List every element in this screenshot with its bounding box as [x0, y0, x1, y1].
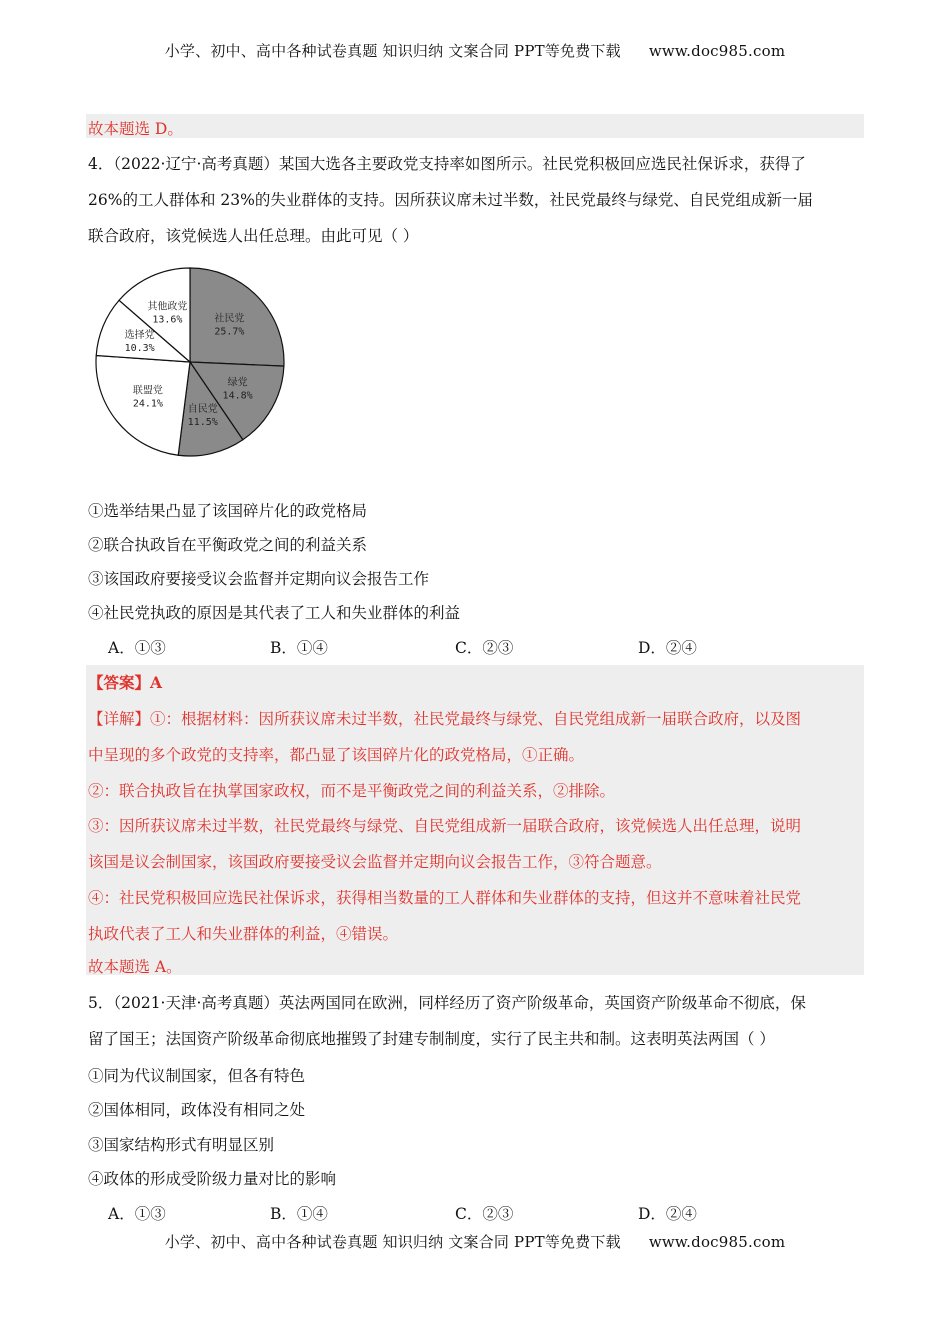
q4-answer: 【答案】A [88, 673, 163, 692]
pie-label-5: 其他政党 [147, 301, 188, 313]
prev-conclusion: 故本题选 D。 [88, 120, 183, 138]
footer-site: www.doc985.com [648, 1233, 786, 1251]
page-footer [0, 1231, 950, 1252]
q4-statement-1: ①选举结果凸显了该国碎片化的政党格局 [88, 502, 368, 520]
q4-explanation-3: ②：联合执政旨在执掌国家政权，而不是平衡政党之间的利益关系，②排除。 [88, 782, 616, 800]
pie-label-1: 绿党 [227, 377, 248, 389]
pie-label-2: 自民党 [187, 404, 218, 416]
q4-stem-line-1: 4．（2022·辽宁·高考真题）某国大选各主要政党支持率如图所示。社民党积极回应选民社保诉求，获得了 [88, 155, 806, 173]
footer-text: 小学、初中、高中各种试卷真题 知识归纳 文案合同 PPT等免费下载 [164, 1233, 621, 1251]
q4-option-b: B．①④ [270, 639, 328, 657]
q4-statement-2: ②联合执政旨在平衡政党之间的利益关系 [88, 536, 368, 554]
q4-option-a: A．①③ [108, 639, 166, 657]
q4-statement-4: ④社民党执政的原因是其代表了工人和失业群体的利益 [88, 604, 461, 622]
q4-statement-3: ③该国政府要接受议会监督并定期向议会报告工作 [88, 570, 430, 588]
q4-explanation-6: ④：社民党积极回应选民社保诉求，获得相当数量的工人群体和失业群体的支持，但这并不意味着社民党 [88, 889, 802, 907]
pie-value-3: 24.1% [132, 398, 163, 410]
pie-value-0: 25.7% [214, 326, 245, 338]
pie-value-4: 10.3% [124, 343, 155, 355]
q5-stem-line-2: 留了国王；法国资产阶级革命彻底地摧毁了封建专制制度，实行了民主共和制。这表明英法两国（ ） [88, 1030, 775, 1048]
q4-explanation-5: 该国是议会制国家，该国政府要接受议会监督并定期向议会报告工作，③符合题意。 [88, 853, 662, 871]
q4-explanation-7: 执政代表了工人和失业群体的利益，④错误。 [88, 925, 399, 943]
q4-stem-line-3: 联合政府，该党候选人出任总理。由此可见（ ） [88, 227, 419, 245]
pie-value-2: 11.5% [187, 417, 218, 429]
q5-statement-3: ③国家结构形式有明显区别 [88, 1136, 275, 1154]
q5-option-b: B．①④ [270, 1205, 328, 1223]
header-site: www.doc985.com [648, 42, 786, 60]
q4-option-d: D．②④ [638, 639, 697, 657]
pie-label-4: 选择党 [124, 330, 155, 342]
page-header [0, 40, 950, 61]
q5-option-c: C．②③ [455, 1205, 514, 1223]
pie-value-5: 13.6% [152, 314, 183, 326]
q4-option-c: C．②③ [455, 639, 514, 657]
q5-stem-line-1: 5．（2021·天津·高考真题）英法两国同在欧洲，同样经历了资产阶级革命，英国资产阶级革命不彻底，保 [88, 994, 806, 1012]
q5-statement-2: ②国体相同，政体没有相同之处 [88, 1101, 306, 1119]
prev-conclusion-shade [86, 114, 864, 138]
q5-option-a: A．①③ [108, 1205, 166, 1223]
q5-statement-1: ①同为代议制国家，但各有特色 [88, 1067, 306, 1085]
q5-statement-4: ④政体的形成受阶级力量对比的影响 [88, 1170, 337, 1188]
header-text: 小学、初中、高中各种试卷真题 知识归纳 文案合同 PPT等免费下载 [164, 42, 621, 60]
q5-option-d: D．②④ [638, 1205, 697, 1223]
q4-stem-line-2: 26%的工人群体和 23%的失业群体的支持。因所获议席未过半数，社民党最终与绿党、自民党组成新一届 [88, 191, 813, 209]
pie-chart [90, 262, 300, 472]
q4-explanation-4: ③：因所获议席未过半数，社民党最终与绿党、自民党组成新一届联合政府，该党候选人出任总理，说明 [88, 817, 802, 835]
q4-conclusion: 故本题选 A。 [88, 958, 182, 976]
pie-value-1: 14.8% [222, 390, 253, 402]
q4-explanation-2: 中呈现的多个政党的支持率，都凸显了该国碎片化的政党格局，①正确。 [88, 746, 585, 764]
pie-label-0: 社民党 [214, 313, 245, 325]
q4-explanation-1: 【详解】①：根据材料：因所获议席未过半数，社民党最终与绿党、自民党组成新一届联合政府，以及图 [88, 710, 802, 728]
pie-label-3: 联盟党 [132, 385, 163, 397]
